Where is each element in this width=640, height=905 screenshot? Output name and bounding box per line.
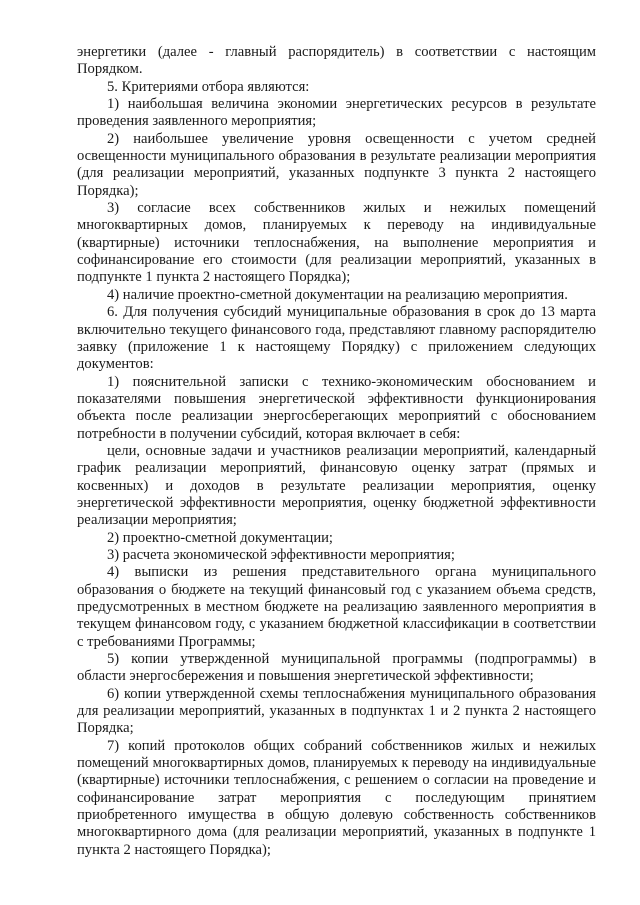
paragraph-document-5: 5) копии утвержденной муниципальной программы (подпрограммы) в области энергосбережения и повышения энергетической эффективности; (77, 651, 596, 685)
paragraph-document-6: 6) копии утвержденной схемы теплоснабжения муниципального образования для реализации мероприятий, указанных в подпунктах 1 и 2 пункта 2 настоящего Порядка; (77, 685, 596, 737)
document-page (77, 44, 596, 859)
paragraph-criteria-heading: 5. Критериями отбора являются: (107, 78, 310, 95)
paragraph-document-4: 4) выписки из решения представительного органа муниципального образования о бюджете на текущий финансовый год с указанием объема средств, предусмотренных в местном бюджете на реализацию заявленного мероприятия в текущем финансовом году, с указанием бюджетной классификации в соответствии с требованиями Программы; (77, 564, 596, 650)
paragraph-criterion-3: 3) согласие всех собственников жилых и нежилых помещений многоквартирных домов, планируемых к переводу на индивидуальные (квартирные) источники теплоснабжения, на выполнение мероприятия и софинансирование его стоимости (для реализации мероприятий, указанных в подпункте 1 пункта 2 настоящего Порядка); (77, 200, 596, 286)
paragraph-document-2: 2) проектно-сметной документации; (107, 529, 333, 546)
paragraph-criterion-2: 2) наибольшее увеличение уровня освещенности с учетом средней освещенности муниципального образования в результате реализации мероприятия (для реализации мероприятий, указанных подпункте 3 пункта 2 настоящего Порядка); (77, 130, 596, 199)
paragraph-document-1: 1) пояснительной записки с технико-экономическим обоснованием и показателями повышения энергетической эффективности функционирования объекта после реализации энергосберегающих мероприятий с обоснованием потребности в получении субсидий, которая включает в себя: (77, 373, 596, 442)
paragraph-criterion-1: 1) наибольшая величина экономии энергетических ресурсов в результате проведения заявленного мероприятия; (77, 96, 596, 130)
paragraph-criterion-4: 4) наличие проектно-сметной документации на реализацию мероприятия. (107, 286, 568, 303)
paragraph-document-7: 7) копий протоколов общих собраний собственников жилых и нежилых помещений многоквартирных домов, планируемых к переводу на индивидуальные (квартирные) источники теплоснабжения, с решением о согласии на проведение и софинансирование затрат мероприятия с последующим принятием приобретенного имущества в общую долевую собственность собственников многоквартирного дома (для реализации мероприятий, указанных в подпункте 1 пункта 2 настоящего Порядка); (77, 737, 596, 858)
paragraph-document-1-details: цели, основные задачи и участников реализации мероприятий, календарный график реализации мероприятий, финансовую оценку затрат (прямых и косвенных) и доходов в результате реализации мероприятия, оценку энергетической эффективности мероприятия, оценку бюджетной эффективности реализации мероприятия; (77, 442, 596, 529)
paragraph-document-3: 3) расчета экономической эффективности мероприятия; (107, 546, 455, 563)
paragraph-continuation: энергетики (далее - главный распорядитель) в соответствии с настоящим Порядком. (77, 44, 596, 78)
paragraph-section-6: 6. Для получения субсидий муниципальные образования в срок до 13 марта включительно текущего финансового года, представляют главному распорядителю заявку (приложение 1 к настоящему Порядку) с приложением следующих документов: (77, 304, 596, 373)
